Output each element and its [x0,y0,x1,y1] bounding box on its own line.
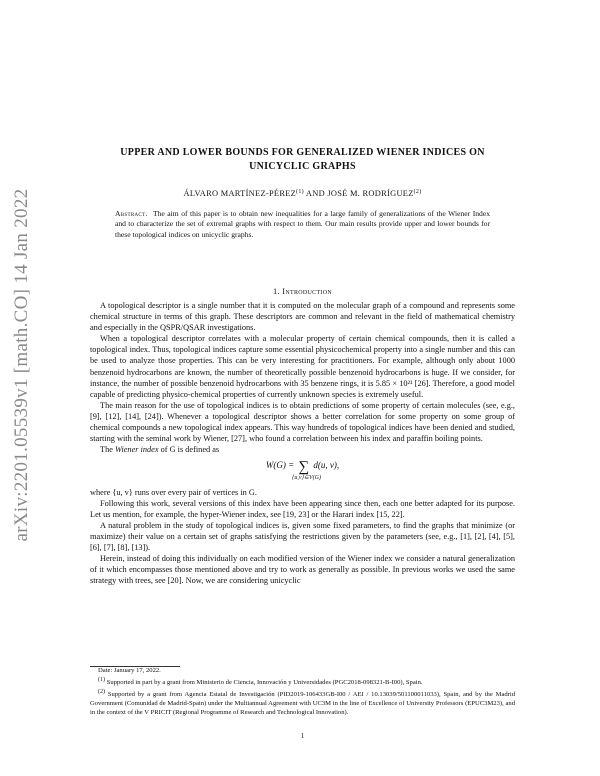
title-line-1: UPPER AND LOWER BOUNDS FOR GENERALIZED WIENER INDICES ON [120,147,485,158]
formula-subscript: {u,v}⊆V(G) [292,475,321,482]
paragraph-6: Following this work, several versions of this index have been appearing since then, each one better adapted for its purpose. Let us mention, for example, the hyper-Wiener index, see [19, 23] or the Harari index [15, 22]. [90,498,515,519]
section-heading: 1. Introduction [273,287,332,296]
footnote-2-text: Supported by a grant from Agencia Estatal de Investigación (PID2019-106433GB-I00 / AEI / 10.13039/501100011033), Spain, and by the Madrid Government (Comunidad de Madrid-Spain) under the Multiannual Agreement with UC3M in the line of Excellence of University Professors (EPUC3M23), and in the context of the V PRICIT (Regional Programme of Research and Technological Innovation). [90,690,515,716]
body-text [90,300,515,586]
p4-pre: The [100,445,115,455]
footnote-2-mark: (2) [98,688,105,695]
formula-rhs: d(u, v), [313,460,340,471]
author-1: ÁLVARO MARTÍNEZ-PÉREZ [183,189,297,198]
author-list [90,189,515,198]
author-conjunction: AND [303,189,328,198]
abstract [115,209,490,240]
paragraph-7: A natural problem in the study of topological indices is, given some fixed parameters, to find the graphs that minimize (or maximize) their value on a certain set of graphs satisfying the restrictions given by the parameters (see, e.g., [1], [2], [4], [5], [6], [7], [8], [13]). [90,520,515,552]
footnotes [90,666,515,718]
paragraph-1: A topological descriptor is a single number that it is computed on the molecular graph of a compound and represents some chemical structure in terms of this graph. These descriptors are common and relevant in the field of mathematical chemistry and especially in the QSPR/QSAR investigations. [90,301,515,333]
paragraph-5: where {u, v} runs over every pair of vertices in G. [90,487,257,497]
author-2-mark: (2) [413,189,422,195]
paper-title [90,146,515,174]
page-number: 1 [300,732,305,740]
author-1-mark: (1) [296,189,304,195]
footnote-2 [90,688,515,718]
arxiv-stamp [8,150,36,580]
paragraph-3: The main reason for the use of topological indices is to obtain predictions of some property of certain molecules (see, e.g., [9], [12], [14], [24]). Whenever a topological descriptor shows a better correlation for some property on some group of chemical compounds a new topological index appears. This way hundreds of topological indices have been denied and studied, starting with the seminal work by Wiener, [27], who found a correlation between his index and paraffin boiling points. [90,400,515,444]
footnote-date: Date: January 17, 2022. [98,667,161,674]
formula-lhs: W(G) = [265,460,295,471]
footnote-1 [90,676,515,688]
wiener-formula [90,460,515,484]
sum-symbol: ∑ [298,459,310,476]
title-line-2: UNICYCLIC GRAPHS [249,161,356,172]
abstract-text: The aim of this paper is to obtain new inequalities for a large family of generalizations of the Wiener Index and to characterize the set of extremal graphs with respect to them. Our main results provide upper and lower bounds for these topological indices on unicyclic graphs. [115,209,490,239]
footnote-1-mark: (1) [98,676,105,683]
paragraph-2: When a topological descriptor correlates with a molecular property of certain chemical compounds, then it is called a topological index. Thus, topological indices capture some essential physicochemical property into a single number and this can be used to analyze those properties. This can be very interesting for practitioners. For example, although only about 1000 benzenoid hydrocarbons are known, the number of theoretically possible benzenoid hydrocarbons is huge. If we consider, for instance, the number of possible benzenoid hydrocarbons with 35 benzene rings, it is 5.85 × 10²¹ [26]. Therefore, a good model capable of predicting physico-chemical properties of currently unknown species is extremely useful. [90,334,515,399]
paragraph-8: Herein, instead of doing this individually on each modified version of the Wiener index we consider a natural generalization of it which encompasses those mentioned above and try to work as generally as possible. In previous works we used the same strategy with trees, see [20]. Now, we are considering unicyclic [90,554,515,586]
arxiv-stamp-text: arXiv:2201.05539v1 [math.CO] 14 Jan 2022 [11,188,32,542]
paragraph-4 [90,444,515,455]
author-2: JOSÉ M. RODRÍGUEZ [327,189,414,198]
wiener-index-term: Wiener index [114,445,159,455]
footnote-1-text: Supported in part by a grant from Ministerio de Ciencia, Innovación y Universidades (PGC2018-098321-B-I00), Spain. [105,678,423,686]
p4-post: of G is defined as [158,445,220,455]
abstract-heading: Abstract. [115,209,148,218]
